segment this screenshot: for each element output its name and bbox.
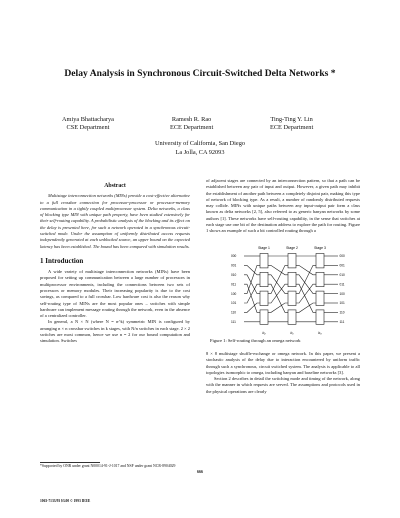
omega-network-figure <box>230 244 350 336</box>
intro-paragraph-1: A wide variety of multistage interconnection networks (MINs) have been proposed for setting up communication between a large number of processors in multiprocessor environments, including the connections between two sets of processors or memory modules. Their increasing popularity is due to the cost savings, as compared to a full crossbar. Low hardware cost is also the reason why self-routing type of MINs are the most popular ones – switches with simple hardware can implement message routing through the network, even in the absence of a centralized controller. <box>40 269 190 319</box>
affiliation-line-1: University of California, San Diego <box>154 140 246 147</box>
right-paragraph-1: of adjacent stages are connected by an interconnection pattern, so that a path can be established between any pair of input and output. However, a given path may inhibit the establishment of another path between a completely disjoint pair, making this type of network of blocking type. As a result, a number of randomly distributed requests may collide. MINs with unique paths between any input-output pair form a class known as delta networks [2, 5], also referred to as generic banyan networks by some authors [1]. These networks have self-routing capability, in the sense that switches at each stage use one bit of the destination address to explore the path for routing. Figure 1 shows an example of such a bit controlled routing through a <box>206 178 360 234</box>
author-2-dept: ECE Department <box>170 124 214 131</box>
output-label: 100 <box>339 291 345 296</box>
crossbar-switch <box>288 254 296 268</box>
author-3-dept: ECE Department <box>270 124 314 131</box>
crossbar-switch <box>260 254 268 268</box>
stage-label-3: Stage 3 <box>314 246 326 250</box>
crossbar-switch <box>316 272 324 286</box>
shuffle-wire <box>296 265 316 293</box>
right-paragraph-2: 8 × 8 multistage shuffle-exchange or omega network. In this paper, we present a stochastic analysis of the delay due to interaction encountered by uniform traffic through such a synchronous, circuit switched system. The analysis is applicable to all topologies isomorphic to omega, including banyan and baseline networks [3]. <box>206 351 360 375</box>
crossbar-switch <box>288 291 296 305</box>
crossbar-switch <box>260 272 268 286</box>
output-label: 001 <box>339 263 345 268</box>
abstract-text: Multistage interconnection networks (MINs) provide a cost-effective alternative to a full crossbar connection for processor-processor or processor-memory communication in a tightly coupled multiprocessor system. Delta networks, a class of blocking type MIN with unique path property, have been studied extensively for their self-routing capability. A probabilistic analysis of the blocking and its effect on the delay is presented here, for such a network operated in a synchronous circuit-switched mode. Under the assumption of uniformly distributed access requests independently generated at each unblocked source, an upper bound on the expected latency has been established. The bound has been compared with simulation results. <box>40 193 190 249</box>
stage-label-1: Stage 1 <box>258 246 270 250</box>
shuffle-wire <box>296 303 316 312</box>
copyright: 1063-7133/93 $3.00 © 1993 IEEE <box>40 499 91 503</box>
section-heading-introduction: 1 Introduction <box>40 256 84 265</box>
input-label: 101 <box>231 301 237 306</box>
shuffle-wire <box>268 265 288 274</box>
shuffle-wire <box>244 265 260 293</box>
author-1 <box>62 116 114 132</box>
footnote: *Supported by ONR under grant N00014-91-J-1017 and NSF under grant NCR-8904029 <box>40 464 176 468</box>
shuffle-wire <box>268 284 288 312</box>
routing-bit-label: b₁ <box>290 331 294 335</box>
input-label: 010 <box>231 273 237 277</box>
crossbar-switch <box>260 310 268 324</box>
shuffle-wire <box>296 265 316 274</box>
crossbar-switch <box>260 291 268 305</box>
intro-paragraph-2: In general, a N × N (where N = n^k) symmetric MIN is configured by arranging n × n crossbar switches in k stages, with N/n switches in each stage. 2 × 2 switches are most common, hence we use n = 2 for our bound computation and simulation. Switches <box>40 319 190 344</box>
footnote-rule <box>40 462 100 463</box>
shuffle-wire <box>268 265 288 293</box>
input-label: 001 <box>231 263 237 268</box>
right-column-top <box>206 178 360 235</box>
abstract-heading: Abstract <box>104 183 126 189</box>
routing-bit-label: b₀ <box>318 331 322 335</box>
shuffle-wire <box>244 265 260 274</box>
author-3-name: Ting-Ting Y. Lin <box>270 116 313 123</box>
page-number: 666 <box>197 469 203 474</box>
input-label: 000 <box>231 254 237 259</box>
output-label: 000 <box>339 254 345 259</box>
right-paragraph-3: Section 2 describes in detail the switching mode and timing of the network, along with the manner in which requests are served. The assumptions and protocols used in the physical operations are clearly <box>206 376 360 394</box>
affiliation-line-2: La Jolla, CA 92093 <box>175 148 225 156</box>
output-label: 010 <box>339 273 345 277</box>
output-label: 011 <box>339 282 345 287</box>
crossbar-switch <box>316 254 324 268</box>
author-3 <box>270 116 313 132</box>
author-2-name: Ramesh R. Rao <box>171 116 212 123</box>
crossbar-switch <box>288 310 296 324</box>
affiliation <box>0 140 400 157</box>
stage-label-2: Stage 2 <box>286 246 298 250</box>
right-column-bottom <box>206 351 360 395</box>
output-label: 101 <box>339 301 345 306</box>
left-column <box>40 183 190 344</box>
routing-bit-label: b₂ <box>262 331 266 335</box>
author-1-dept: CSE Department <box>66 124 110 131</box>
shuffle-wire <box>244 303 260 312</box>
input-label: 110 <box>231 310 237 315</box>
author-2 <box>170 116 213 132</box>
figure-caption: Figure 1: Self-routing through an omega network <box>210 338 301 343</box>
crossbar-switch <box>316 291 324 305</box>
shuffle-wire <box>244 284 260 312</box>
author-1-name: Amiya Bhattacharya <box>62 116 114 123</box>
output-label: 110 <box>339 310 345 315</box>
shuffle-wire <box>296 284 316 312</box>
input-label: 011 <box>231 282 237 287</box>
shuffle-wire <box>268 303 288 312</box>
crossbar-switch <box>316 310 324 324</box>
input-label: 111 <box>231 320 236 324</box>
crossbar-switch <box>288 272 296 286</box>
output-label: 111 <box>339 320 345 324</box>
paper-title: Delay Analysis in Synchronous Circuit-Switched Delta Networks * <box>64 68 336 79</box>
input-label: 100 <box>231 291 237 296</box>
